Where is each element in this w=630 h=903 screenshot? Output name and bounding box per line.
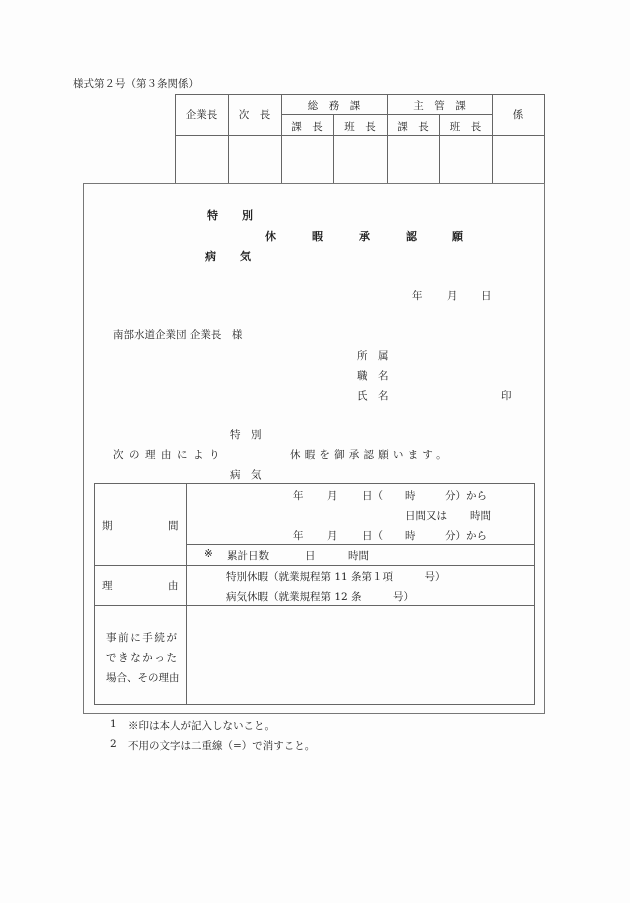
stamp-cell-staff[interactable] [493, 136, 544, 183]
stamp-cell-ga-section-chief[interactable] [282, 136, 333, 183]
request-option-special: 特 別 [230, 429, 262, 441]
note-1-text: ※印は本人が記入しないこと。 [128, 720, 275, 732]
reason-sick-leave[interactable]: 病気休暇（就業規程第 12 条 号） [226, 591, 415, 603]
stamp-cell-deputy[interactable] [229, 136, 281, 183]
header-ga-group-chief: 班 長 [344, 121, 376, 133]
stamp-cell-enterprise-head[interactable] [176, 136, 228, 183]
note-2-text: 不用の文字は二重線（=）で消すこと。 [128, 740, 316, 752]
reason-label-left: 理 [102, 580, 113, 592]
request-prefix: 次の理由により [113, 449, 225, 461]
header-managing-dept: 主 管 課 [413, 100, 466, 112]
affiliation-label: 所 属 [357, 350, 389, 362]
title-option-sick-1: 病 [205, 250, 216, 263]
cumulative-label: 累計日数 [227, 550, 269, 562]
seal-mark: 印 [501, 390, 512, 402]
header-ga-section-chief: 課 長 [291, 121, 323, 133]
date-day-label: 日 [481, 290, 492, 302]
prior-label-line-3: 場合、その理由 [106, 672, 180, 684]
prior-label-line-1: 事前に手続が [106, 632, 179, 644]
request-suffix: 休暇を御承認願います。 [290, 449, 451, 461]
addressee: 南部水道企業団 企業長 様 [113, 329, 243, 341]
form-label: 様式第２号（第３条関係） [73, 78, 199, 90]
position-field[interactable] [395, 367, 535, 383]
from-month-label: 月 [327, 490, 338, 502]
note-1-number: 1 [110, 718, 117, 730]
name-field[interactable] [395, 387, 495, 403]
from-minute-label: 分）から [445, 490, 487, 502]
prior-reason-field[interactable] [187, 606, 534, 704]
title-main-1: 休 [265, 230, 276, 243]
from-hour-label: 時 [405, 490, 416, 502]
stamp-cell-md-group-chief[interactable] [440, 136, 492, 183]
affiliation-field[interactable] [395, 347, 535, 363]
title-main-3: 承 [359, 230, 370, 243]
to-minute-label: 分）から [445, 530, 487, 542]
title-option-sick-2: 気 [240, 250, 251, 263]
title-main-5: 願 [452, 230, 463, 243]
header-deputy: 次 長 [238, 109, 271, 121]
stamp-cell-ga-group-chief[interactable] [334, 136, 387, 183]
position-label: 職 名 [357, 370, 389, 382]
from-year-label: 年 [293, 490, 304, 502]
to-day-label: 日（ [362, 530, 383, 542]
title-option-special-1: 特 [207, 209, 218, 222]
period-label-left: 期 [102, 520, 113, 532]
header-staff: 係 [512, 109, 524, 121]
header-enterprise-head: 企業長 [185, 109, 218, 121]
period-input-area[interactable] [187, 484, 534, 544]
duration-days-label: 日間又は [405, 510, 447, 522]
to-year-label: 年 [293, 530, 304, 542]
header-md-group-chief: 班 長 [449, 121, 482, 133]
header-general-affairs: 総 務 課 [307, 100, 361, 112]
title-main-2: 暇 [312, 230, 323, 243]
to-month-label: 月 [327, 530, 338, 542]
reason-special-leave[interactable]: 特別休暇（就業規程第 11 条第１項 号） [226, 571, 446, 583]
period-label-right: 間 [168, 520, 179, 532]
duration-hours-label: 時間 [470, 510, 491, 522]
note-2-number: 2 [110, 738, 117, 750]
cumulative-days-label: 日 [305, 550, 316, 562]
request-option-sick: 病 気 [230, 469, 262, 481]
header-md-section-chief: 課 長 [397, 121, 429, 133]
date-year-label: 年 [412, 290, 423, 302]
cumulative-hours-label: 時間 [348, 550, 369, 562]
to-hour-label: 時 [405, 530, 416, 542]
reason-label-right: 由 [168, 580, 179, 592]
date-month-label: 月 [447, 290, 458, 302]
stamp-cell-md-section-chief[interactable] [388, 136, 439, 183]
from-day-label: 日（ [362, 490, 383, 502]
title-main-4: 認 [406, 230, 417, 243]
prior-label-line-2: できなかった [106, 652, 179, 664]
cumulative-mark: ※ [204, 548, 213, 560]
name-label: 氏 名 [357, 390, 389, 402]
title-option-special-2: 別 [242, 209, 253, 222]
